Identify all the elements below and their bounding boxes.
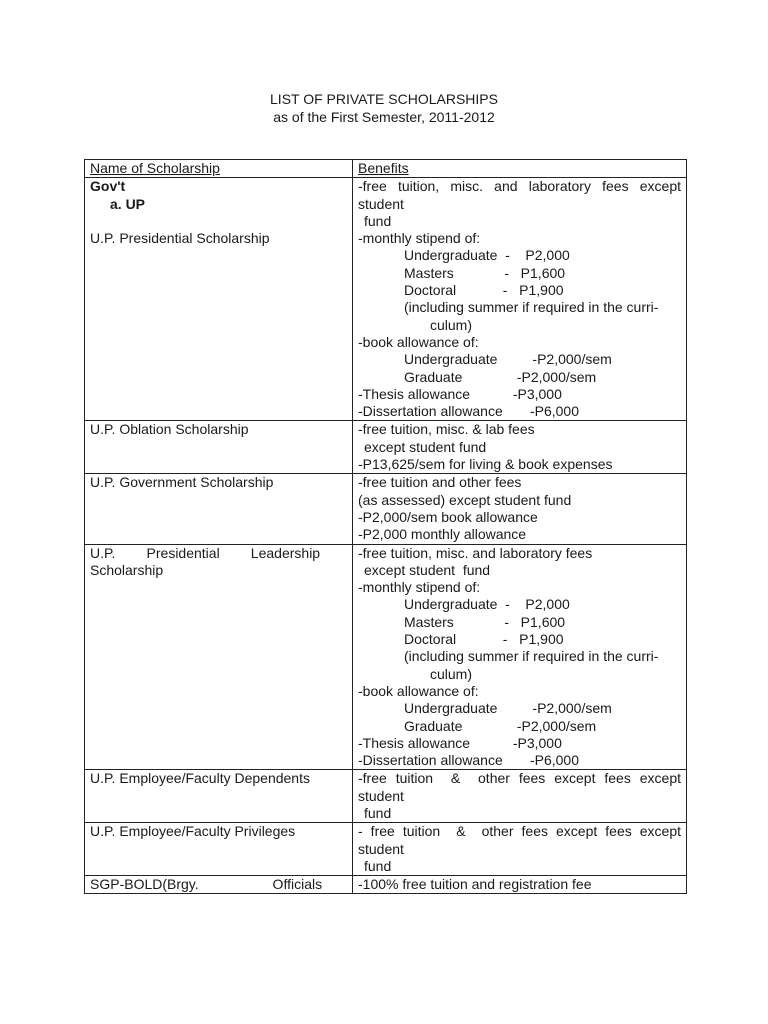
benefit-line: Doctoral - P1,900 xyxy=(404,631,564,648)
benefit-line: -100% free tuition and registration fee xyxy=(358,876,592,893)
header-name-cell xyxy=(85,160,353,178)
scholarship-name-cell xyxy=(85,178,353,421)
scholarship-name-cell xyxy=(85,876,353,894)
benefit-line: Undergraduate - P2,000 xyxy=(404,247,570,264)
benefit-line: -monthly stipend of: xyxy=(358,230,481,247)
benefits-cell xyxy=(353,178,687,421)
benefit-line: -free tuition, misc. and laboratory fees except xyxy=(358,178,681,195)
benefit-line: -free tuition, misc. and laboratory fees xyxy=(358,544,593,561)
benefit-line: Undergraduate - P2,000 xyxy=(404,596,570,613)
benefit-line: Masters - P1,600 xyxy=(404,264,566,281)
benefit-line: -Thesis allowance -P3,000 xyxy=(358,385,562,402)
scholarship-name-continued: Scholarship xyxy=(90,561,164,578)
benefits-cell xyxy=(353,474,687,544)
benefit-line: -monthly stipend of: xyxy=(358,579,481,596)
benefit-line: culum) xyxy=(430,665,473,682)
table-row xyxy=(85,876,687,894)
scholarship-name-cell xyxy=(85,544,353,770)
document-subtitle: as of the First Semester, 2011-2012 xyxy=(273,109,495,125)
benefit-line: -P2,000 monthly allowance xyxy=(358,526,527,543)
benefit-line: -free tuition, misc. & lab fees xyxy=(358,421,535,438)
scholarship-name: U.P. Oblation Scholarship xyxy=(90,421,249,438)
benefit-line: fund xyxy=(364,212,392,229)
header-name: Name of Scholarship xyxy=(90,160,220,176)
benefit-line: fund xyxy=(364,804,392,821)
benefit-line: -book allowance of: xyxy=(358,333,479,350)
scholarship-table xyxy=(84,159,687,894)
header-benefits: Benefits xyxy=(358,160,409,176)
category-label: Gov't xyxy=(90,178,126,195)
table-row xyxy=(85,544,687,770)
benefit-line: -Dissertation allowance -P6,000 xyxy=(358,403,579,420)
header-benefits-cell xyxy=(353,160,687,178)
benefits-cell xyxy=(353,876,687,894)
benefit-line: Undergraduate -P2,000/sem xyxy=(404,700,612,717)
benefits-cell xyxy=(353,823,687,876)
benefit-line: Undergraduate -P2,000/sem xyxy=(404,351,612,368)
scholarship-name-cell xyxy=(85,421,353,474)
benefit-line: -free tuition and other fees xyxy=(358,474,522,491)
benefit-line: Masters - P1,600 xyxy=(404,613,566,630)
benefits-cell xyxy=(353,421,687,474)
benefit-line: -Thesis allowance -P3,000 xyxy=(358,734,562,751)
benefits-cell xyxy=(353,544,687,770)
benefit-line: (including summer if required in the curri- xyxy=(404,299,659,316)
benefit-line: Graduate -P2,000/sem xyxy=(404,368,597,385)
scholarship-name: U.P. Government Scholarship xyxy=(90,474,274,491)
table-row xyxy=(85,823,687,876)
benefit-line: culum) xyxy=(430,316,473,333)
benefit-line: Graduate -P2,000/sem xyxy=(404,717,597,734)
scholarship-name: U.P. Employee/Faculty Privileges xyxy=(90,823,296,840)
benefit-line: (as assessed) except student fund xyxy=(358,491,572,508)
scholarship-name-cell xyxy=(85,770,353,823)
table-row xyxy=(85,474,687,544)
scholarship-name-cell xyxy=(85,474,353,544)
scholarship-name: U.P. Presidential Scholarship xyxy=(90,229,270,246)
scholarship-name: SGP-BOLD(Brgy. Officials xyxy=(90,876,323,893)
benefit-line: except student fund xyxy=(364,438,487,455)
benefits-cell xyxy=(353,770,687,823)
table-row xyxy=(85,178,687,421)
table-header-row xyxy=(85,160,687,178)
table-row xyxy=(85,770,687,823)
benefit-line: -Dissertation allowance -P6,000 xyxy=(358,752,579,769)
benefit-line: -P13,625/sem for living & book expenses xyxy=(358,456,613,473)
document-title-block xyxy=(0,90,768,126)
benefit-line: Doctoral - P1,900 xyxy=(404,282,564,299)
benefit-line: -book allowance of: xyxy=(358,682,479,699)
scholarship-name: U.P. Employee/Faculty Dependents xyxy=(90,770,310,787)
benefit-line: student xyxy=(358,840,404,857)
subcategory-label: a. UP xyxy=(110,195,146,212)
benefit-line: except student fund xyxy=(364,561,491,578)
benefit-line: fund xyxy=(364,857,392,874)
benefit-line: student xyxy=(358,787,404,804)
scholarship-name: U.P. Presidential Leadership xyxy=(90,544,321,561)
benefit-line: -P2,000/sem book allowance xyxy=(358,508,538,525)
document-title: LIST OF PRIVATE SCHOLARSHIPS xyxy=(270,91,498,107)
table-row xyxy=(85,421,687,474)
benefit-line: - free tuition & other fees except fees except xyxy=(358,823,681,840)
benefit-line: -free tuition & other fees except fees except xyxy=(358,770,681,787)
benefit-line: (including summer if required in the curri- xyxy=(404,648,659,665)
scholarship-name-cell xyxy=(85,823,353,876)
benefit-line: student xyxy=(358,195,404,212)
